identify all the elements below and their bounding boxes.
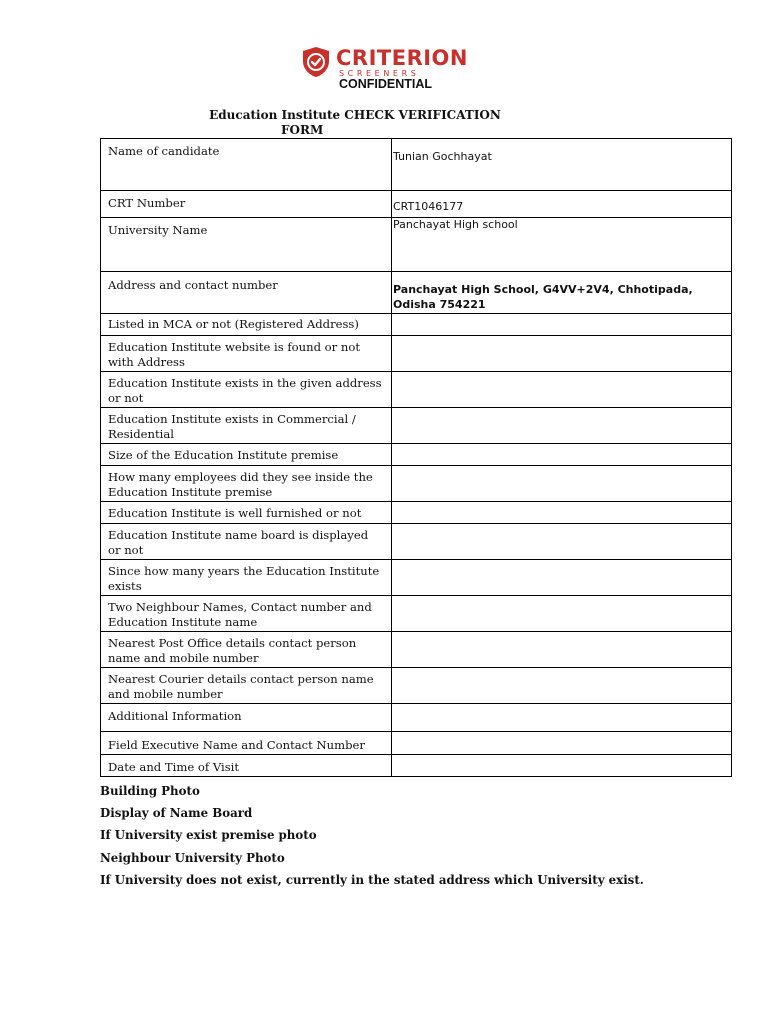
shield-check-icon (302, 46, 330, 78)
row-value (392, 408, 732, 444)
row-value (392, 632, 732, 668)
row-label: University Name (101, 218, 392, 272)
table-row (101, 754, 732, 776)
table-row (101, 139, 732, 191)
row-value (392, 754, 732, 776)
table-row (101, 408, 732, 444)
row-label: Date and Time of Visit (101, 754, 392, 776)
row-value: Tunian Gochhayat (392, 139, 732, 191)
table-row (101, 272, 732, 314)
row-label: Education Institute website is found or not with Address (101, 336, 392, 372)
row-label: Education Institute is well furnished or not (101, 502, 392, 524)
row-value (392, 668, 732, 704)
brand-subtitle: SCREENERS (339, 69, 420, 78)
table-row (101, 704, 732, 732)
table-row (101, 732, 732, 755)
footer-item: Building Photo (100, 784, 200, 798)
footer-item: If University does not exist, currently in the stated address which University exist. (100, 872, 644, 887)
row-label: Field Executive Name and Contact Number (101, 732, 392, 755)
row-label: CRT Number (101, 191, 392, 218)
row-label: Education Institute name board is displayed or not (101, 524, 392, 560)
footer-item: Neighbour University Photo (100, 850, 285, 865)
table-row (101, 668, 732, 704)
row-value (392, 466, 732, 502)
row-value (392, 314, 732, 336)
photo-requirements (100, 784, 740, 895)
row-value: Panchayat High school (392, 218, 732, 272)
row-label: Listed in MCA or not (Registered Address) (101, 314, 392, 336)
row-label: Education Institute exists in the given address or not (101, 372, 392, 408)
table-row (101, 596, 732, 632)
table-row (101, 191, 732, 218)
table-row (101, 502, 732, 524)
table-row (101, 444, 732, 466)
table-row (101, 372, 732, 408)
row-value (392, 336, 732, 372)
table-row (101, 466, 732, 502)
row-label: Address and contact number (101, 272, 392, 314)
row-value (392, 704, 732, 732)
row-value: Panchayat High School, G4VV+2V4, Chhotipada, Odisha 754221 (392, 272, 732, 314)
row-value (392, 560, 732, 596)
row-value (392, 524, 732, 560)
row-label: How many employees did they see inside the Education Institute premise (101, 466, 392, 502)
row-label: Nearest Courier details contact person name and mobile number (101, 668, 392, 704)
confidential-label: CONFIDENTIAL (339, 77, 433, 91)
form-title-line2: FORM (281, 122, 324, 137)
row-value (392, 596, 732, 632)
row-value (392, 502, 732, 524)
row-value: CRT1046177 (392, 191, 732, 218)
row-value (392, 444, 732, 466)
row-value (392, 372, 732, 408)
table-row (101, 336, 732, 372)
row-label: Education Institute exists in Commercial / Residential (101, 408, 392, 444)
table-row (101, 314, 732, 336)
verification-table (100, 138, 732, 777)
row-label: Two Neighbour Names, Contact number and Education Institute name (101, 596, 392, 632)
row-label: Additional Information (101, 704, 392, 732)
row-label: Name of candidate (101, 139, 392, 191)
row-label: Since how many years the Education Institute exists (101, 560, 392, 596)
table-row (101, 560, 732, 596)
form-title-line1: Education Institute CHECK VERIFICATION (209, 108, 501, 122)
footer-item: Display of Name Board (100, 806, 253, 821)
table-row (101, 632, 732, 668)
footer-item: If University exist premise photo (100, 828, 317, 843)
table-row (101, 524, 732, 560)
brand-name: CRITERION (336, 46, 468, 70)
table-row (101, 218, 732, 272)
form-title (200, 108, 510, 137)
row-value (392, 732, 732, 755)
row-label: Size of the Education Institute premise (101, 444, 392, 466)
row-label: Nearest Post Office details contact person name and mobile number (101, 632, 392, 668)
